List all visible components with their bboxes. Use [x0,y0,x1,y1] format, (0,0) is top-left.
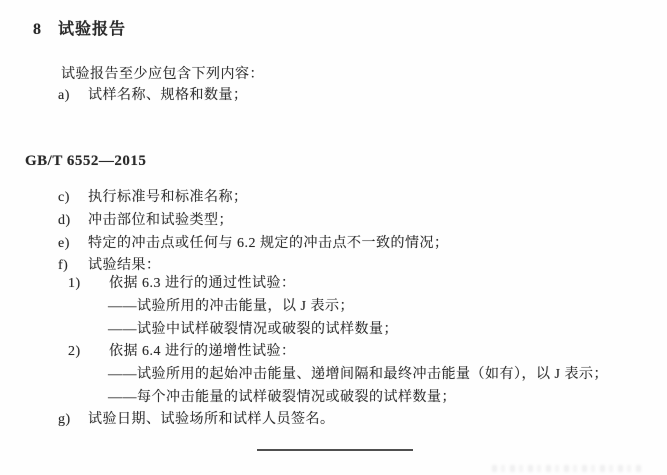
item-label: a) [58,88,70,103]
faint-watermark [492,465,642,472]
list-item-g [58,412,335,428]
dash-item: ——每个冲击能量的试样破裂情况或破裂的试样数量； [108,390,456,405]
item-text: 试验结果： [88,258,161,273]
dash-item: ——试验中试样破裂情况或破裂的试样数量； [108,322,398,337]
footer-divider-line [257,449,413,451]
item-text: 试验日期、试验场所和试样人员签名。 [88,412,335,427]
item-text: 试样名称、规格和数量； [88,88,248,103]
intro-text: 试验报告至少应包含下列内容： [61,67,264,82]
list-item-f [58,258,161,274]
section-number: 8 [33,21,42,38]
item-label: f) [58,258,69,273]
sub-item-text: 依据 6.3 进行的通过性试验： [109,276,296,291]
list-item-e [58,236,449,252]
list-item-a [58,88,248,104]
item-label: c) [58,190,70,205]
list-item-c [58,190,248,206]
item-text: 冲击部位和试验类型； [88,213,233,228]
sub-item-label: 2) [68,344,81,359]
sub-item-2 [68,344,296,360]
item-text: 执行标准号和标准名称； [88,190,248,205]
item-label: e) [58,236,70,251]
section-title: 试验报告 [58,21,127,38]
item-text: 特定的冲击点或任何与 6.2 规定的冲击点不一致的情况； [88,236,449,251]
sub-item-1 [68,276,296,292]
page-header-standard-number: GB/T 6552—2015 [25,153,147,169]
sub-item-text: 依据 6.4 进行的递增性试验： [109,344,296,359]
dash-item: ——试验所用的冲击能量，以 J 表示； [108,299,354,314]
item-label: d) [58,213,71,228]
dash-item: ——试验所用的起始冲击能量、递增间隔和最终冲击能量（如有），以 J 表示； [108,367,608,382]
section-heading [33,22,126,38]
item-label: g) [58,412,71,427]
list-item-d [58,213,233,229]
sub-item-label: 1) [68,276,81,291]
